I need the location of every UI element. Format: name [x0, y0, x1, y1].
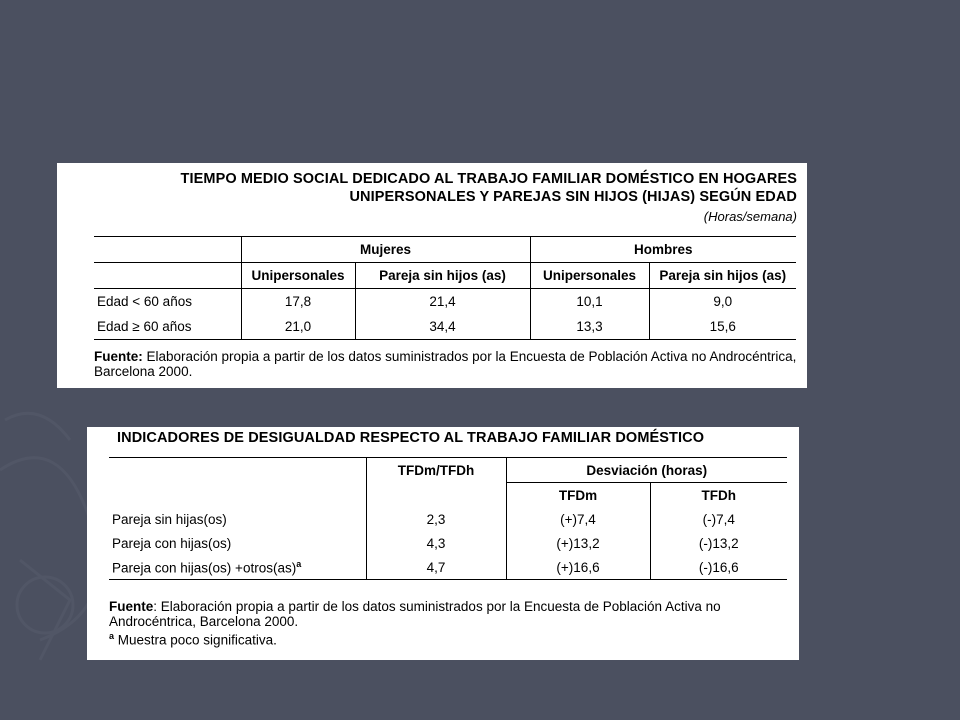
table1-corner-sub: [94, 263, 241, 289]
table-cell: 9,0: [649, 289, 796, 315]
source-text: : Elaboración propia a partir de los datos suministrados por la Encuesta de Población Activa no Androcéntrica, Barcelona 2000.: [109, 599, 721, 629]
table-cell: 10,1: [530, 289, 649, 315]
table2-subheader: TFDm: [506, 483, 650, 508]
table1: [94, 236, 796, 340]
footnote-mark: a: [109, 631, 115, 641]
table2-col-deviation: Desviación (horas): [506, 458, 787, 483]
row-label: Pareja sin hijas(os): [109, 507, 366, 531]
table1-subheader: Unipersonales: [530, 263, 649, 289]
source-label: Fuente: [109, 599, 154, 614]
table2-ratio-sub: [366, 483, 506, 508]
table1-title: [77, 170, 797, 206]
table-cell: (-)7,4: [702, 511, 735, 527]
table-row: [109, 507, 787, 531]
table-cell: 34,4: [355, 314, 530, 340]
table-row: [94, 289, 796, 315]
footnote-text: Muestra poco significativa.: [114, 632, 277, 648]
table2: [109, 457, 787, 580]
table-cell: (+)7,4: [506, 507, 650, 531]
table-cell: (-)16,6: [650, 555, 787, 580]
table-cell: (+)13,2: [506, 531, 650, 555]
table-row: [109, 555, 787, 580]
table2-panel: [87, 427, 799, 660]
row-label: Edad ≥ 60 años: [94, 314, 241, 340]
table2-corner: [109, 458, 366, 483]
source-text: Elaboración propia a partir de los datos suministrados por la Encuesta de Población Activa no Androcéntrica, Barcelona 2000.: [94, 349, 797, 379]
table-cell: (-)13,2: [698, 535, 739, 551]
table1-subheader: Pareja sin hijos (as): [355, 263, 530, 289]
table2-corner-sub: [109, 483, 366, 508]
table-cell: 21,4: [355, 289, 530, 315]
row-label: Pareja con hijas(os): [109, 531, 366, 555]
source-label: Fuente:: [94, 349, 143, 364]
table-cell: 21,0: [241, 314, 355, 340]
table1-group-mujeres: Mujeres: [241, 237, 530, 263]
row-label-text: Pareja con hijas(os) +otros(as): [112, 560, 297, 576]
table-cell: 2,3: [366, 507, 506, 531]
table1-subheader: Unipersonales: [241, 263, 355, 289]
table-cell: 4,7: [366, 555, 506, 580]
table1-title-line2: UNIPERSONALES Y PAREJAS SIN HIJOS (HIJAS) SEGÚN EDAD: [349, 189, 797, 205]
table-cell: 4,3: [366, 531, 506, 555]
table-cell: 13,3: [530, 314, 649, 340]
table2-title: INDICADORES DE DESIGUALDAD RESPECTO AL TRABAJO FAMILIAR DOMÉSTICO: [117, 430, 705, 446]
row-label: [109, 555, 366, 580]
table2-source: [109, 599, 789, 648]
table1-subheader: Pareja sin hijos (as): [649, 263, 796, 289]
table2-subheader: TFDh: [650, 483, 787, 508]
table1-source: [94, 349, 804, 379]
table-cell: (+)16,6: [506, 555, 650, 580]
footnote-marker: a: [296, 558, 302, 569]
table1-panel: [57, 163, 807, 388]
table-row: [94, 314, 796, 340]
table-row: [109, 531, 787, 555]
row-label: Edad < 60 años: [94, 289, 241, 315]
table-cell: 17,8: [241, 289, 355, 315]
table1-group-hombres: Hombres: [530, 237, 796, 263]
table1-units: (Horas/semana): [703, 209, 797, 224]
table1-title-line1: TIEMPO MEDIO SOCIAL DEDICADO AL TRABAJO FAMILIAR DOMÉSTICO EN HOGARES: [180, 171, 797, 187]
table2-col-ratio: TFDm/TFDh: [366, 458, 506, 483]
table-cell: 15,6: [649, 314, 796, 340]
table1-corner: [94, 237, 241, 263]
